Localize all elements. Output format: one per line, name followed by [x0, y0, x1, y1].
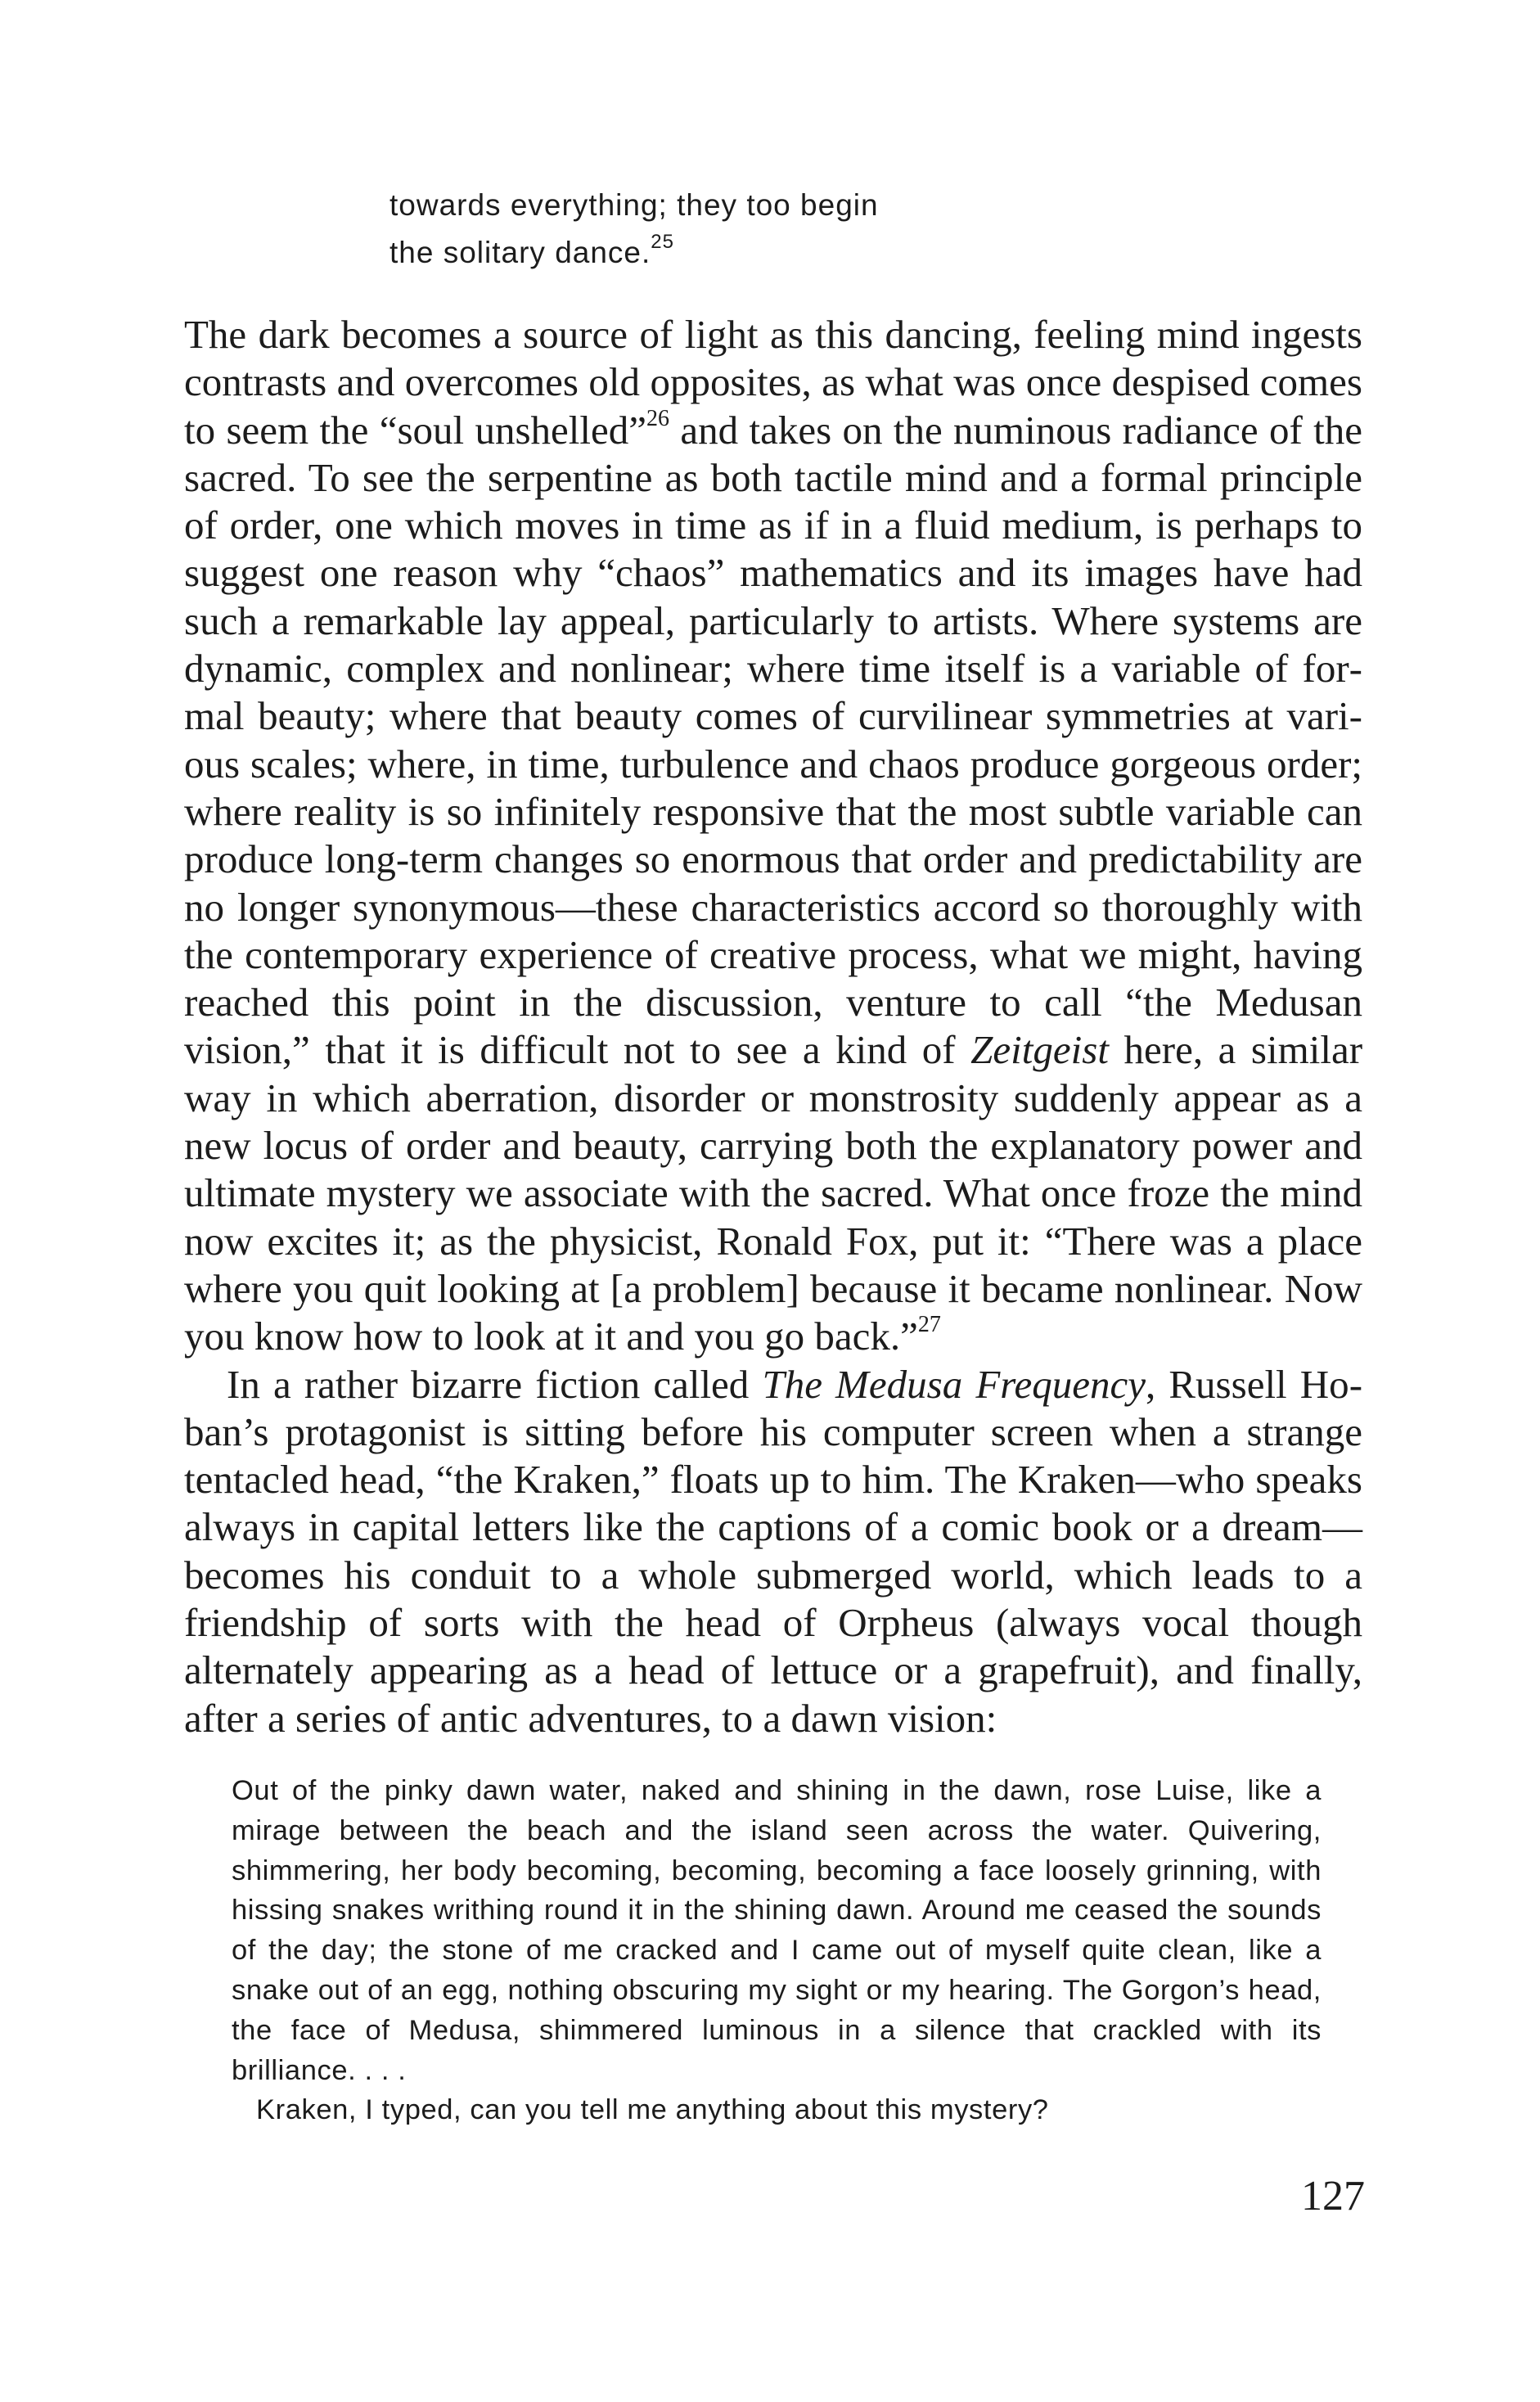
extract-paragraph-2: Kraken, I typed, can you tell me anything about this mystery?	[256, 2094, 1049, 2126]
footnote-ref-27: 27	[917, 1312, 941, 1338]
verse-line-1: towards everything; they too begin	[390, 188, 879, 222]
verse-quotation	[390, 182, 1126, 277]
footnote-ref-25: 25	[651, 231, 674, 253]
paragraph-2	[184, 1361, 1362, 1742]
verse-line-2	[390, 229, 1126, 277]
body-text	[184, 311, 1362, 1742]
italic-book-title: The Medusa Frequency	[762, 1361, 1146, 1407]
paragraph-1-part-a: The dark becomes a source of light as this dancing, feeling mind ingests contrasts and overcomes old opposites, as what was once despised comes to seem the “soul unshelled”	[184, 312, 1362, 453]
page-number: 127	[1301, 2173, 1365, 2219]
italic-zeitgeist: Zeitgeist	[970, 1027, 1109, 1073]
paragraph-2-part-b: , Russell Hoban’s protagonist is sitting before his computer screen when a strange tentacled head, “the Kraken,” floats up to him. The Kraken—who speaks always in capital letters like the captions of a comic book or a dream—becomes his conduit to a whole submerged world, which leads to a friendship of sorts with the head of Orpheus (always vocal though alternately appearing as a head of lettuce or a grapefruit), and finally, after a series of antic adventures, to a dawn vision:	[184, 1361, 1363, 1741]
paragraph-1-part-b: and takes on the numinous radiance of the sacred. To see the serpentine as both tactile mind and a formal principle of order, one which moves in time as if in a fluid medium, is perhaps to suggest one reason why “chaos” mathematics and its images have had such a remarkable lay appeal, particularly to artists. Where systems are dynamic, complex and nonlinear; where time itself is a variable of formal beauty; where that beauty comes of curvilinear symmetries at various scales; where, in time, turbulence and chaos produce gorgeous order; where reality is so infinitely responsive that the most subtle variable can produce long-term changes so enormous that order and predictability are no longer synonymous—these characteristics accord so thoroughly with the contemporary experience of creative process, what we might, having reached this point in the discussion, venture to call “the Medusan vision,” that it is difficult not to see a kind of	[184, 407, 1362, 1073]
paragraph-1	[184, 311, 1362, 1361]
verse-line-2-text: the solitary dance.	[390, 236, 651, 269]
block-quotation	[232, 1771, 1322, 2130]
footnote-ref-26: 26	[646, 405, 670, 431]
paragraph-2-part-a: In a rather bizarre fiction called	[227, 1361, 763, 1407]
paragraph-1-part-c: here, a similar way in which aberration, disorder or monstrosity suddenly appear as a new locus of order and beauty, carrying both the explanatory power and ultimate mystery we associate with the sacred. What once froze the mind now excites it; as the physicist, Ronald Fox, put it: “There was a place where you quit looking at [a problem] because it became nonlinear. Now you know how to look at it and you go back.”	[184, 1027, 1363, 1359]
extract-paragraph-1: Out of the pinky dawn water, naked and shining in the dawn, rose Luise, like a mirage between the beach and the island seen across the water. Quivering, shimmering, her body becoming, becoming, becoming a face loosely grinning, with hissing snakes writhing round it in the shining dawn. Around me ceased the sounds of the day; the stone of me cracked and I came out of myself quite clean, like a snake out of an egg, nothing obscuring my sight or my hearing. The Gorgon’s head, the face of Medusa, shimmered luminous in a silence that crackled with its brilliance. . . .	[232, 1775, 1322, 2086]
